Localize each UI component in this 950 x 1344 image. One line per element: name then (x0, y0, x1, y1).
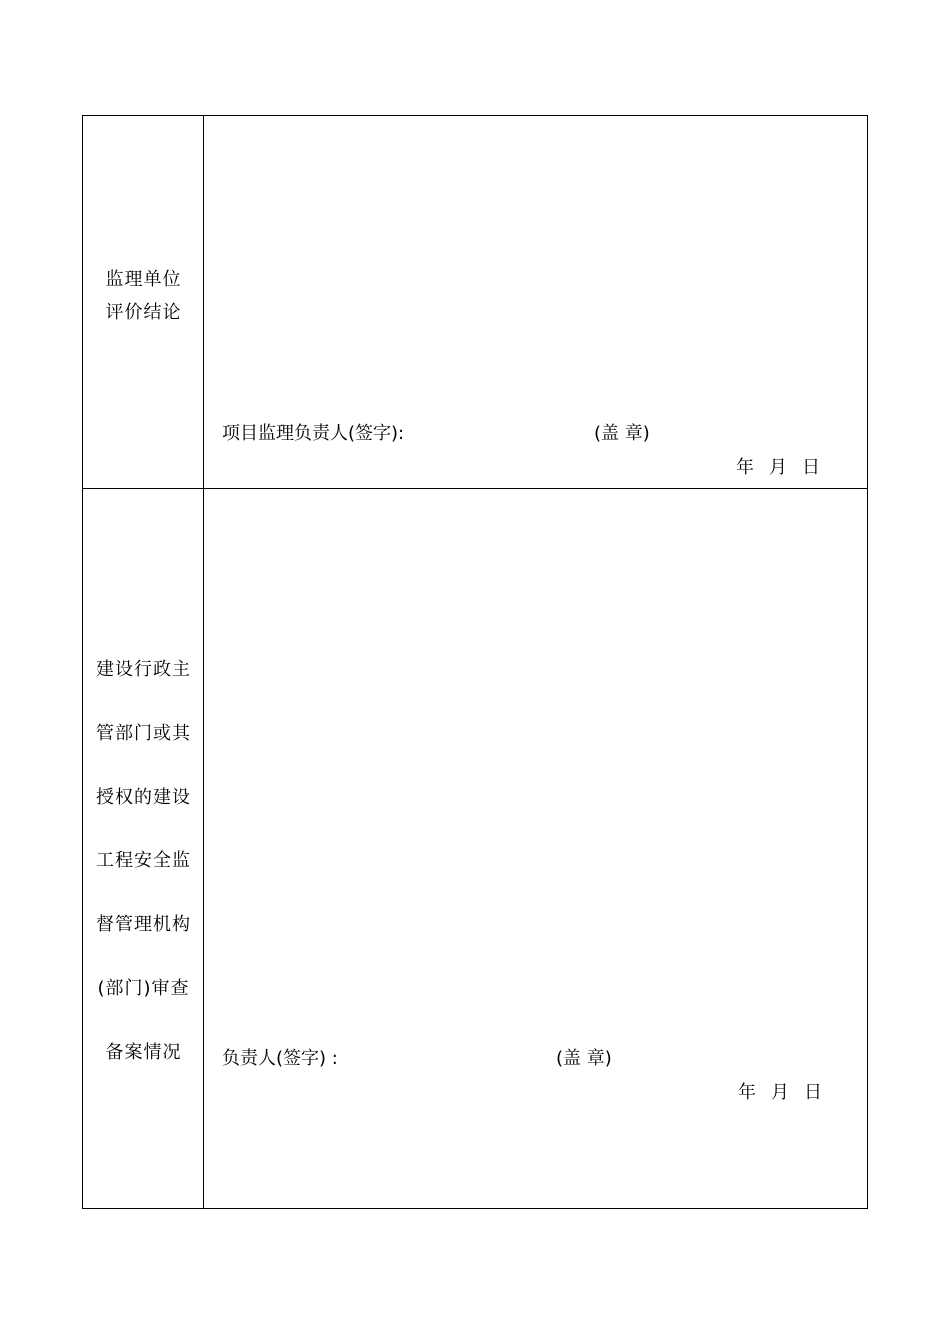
supervision-label-line-2: 评价结论 (105, 302, 182, 323)
supervision-date-month: 月 (769, 457, 787, 478)
supervision-evaluation-row (83, 116, 867, 489)
authority-date-month: 月 (771, 1082, 789, 1103)
authority-label-line-7: 备案情况 (105, 1042, 182, 1063)
authority-signer-label: 负责人(签字) : (222, 1048, 338, 1069)
authority-content-cell[interactable] (204, 489, 867, 1208)
supervision-date-year: 年 (736, 457, 754, 478)
authority-label-line-2: 管部门或其 (96, 723, 191, 744)
supervision-label-line-1: 监理单位 (105, 269, 182, 290)
supervision-date-day: 日 (802, 457, 820, 478)
authority-label-line-1: 建设行政主 (96, 659, 191, 680)
authority-filing-row (83, 489, 867, 1208)
authority-label-line-6: (部门)审查 (97, 978, 190, 999)
supervision-label-cell (83, 116, 204, 488)
authority-date-year: 年 (738, 1082, 756, 1103)
authority-label-cell (83, 489, 204, 1208)
authority-date-day: 日 (804, 1082, 822, 1103)
supervision-content-cell[interactable] (204, 116, 867, 488)
authority-seal-label: (盖 章) (556, 1048, 612, 1069)
supervision-seal-label: (盖 章) (594, 423, 650, 444)
review-form-table (82, 115, 868, 1209)
authority-label-line-3: 授权的建设 (96, 787, 191, 808)
authority-label-line-4: 工程安全监 (96, 850, 191, 871)
supervision-signer-label: 项目监理负责人(签字): (222, 423, 405, 444)
authority-label-line-5: 督管理机构 (96, 914, 191, 935)
